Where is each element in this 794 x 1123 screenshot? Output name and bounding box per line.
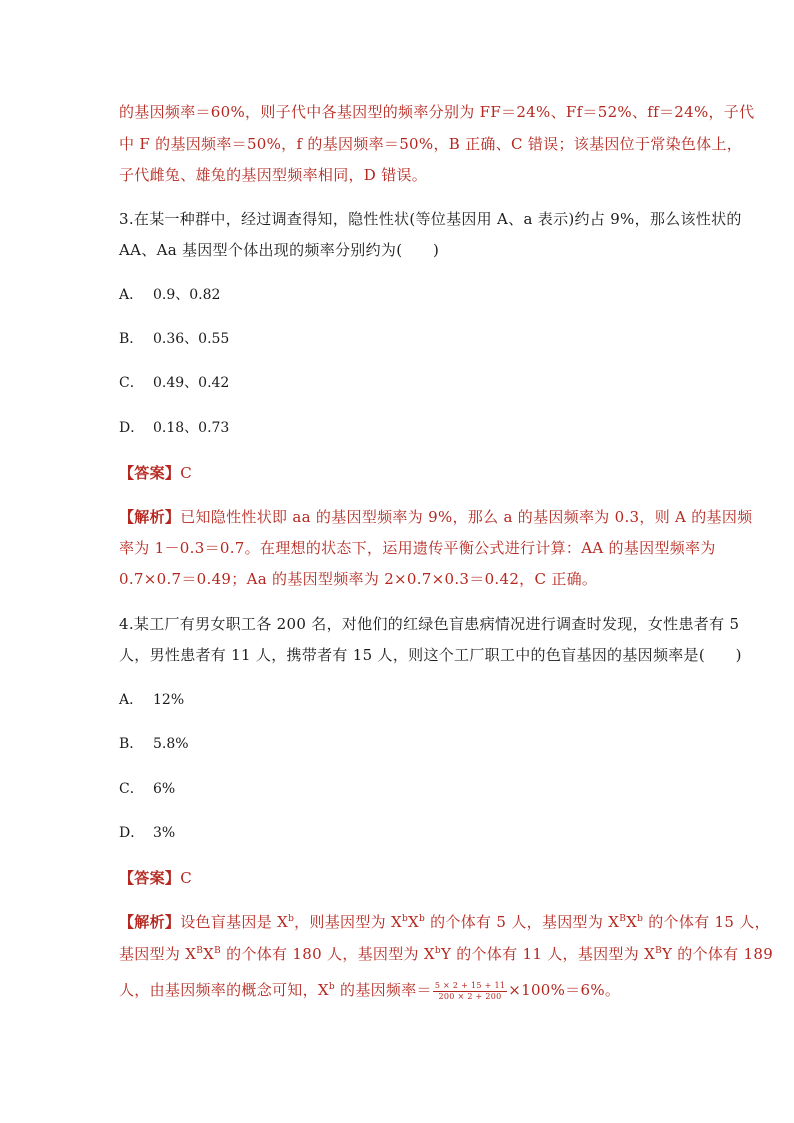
q4-analysis-line-2	[119, 944, 774, 964]
superscript: b	[434, 946, 441, 956]
option-text: 3%	[153, 825, 176, 841]
q4-option-c	[119, 779, 175, 799]
q4-analysis-line-1	[119, 912, 770, 932]
prev-analysis-line-1: 的基因频率＝60%，则子代中各基因型的频率分别为 FF＝24%、Ff＝52%、ff＝24%，子代	[119, 103, 755, 121]
option-label: D．	[119, 420, 145, 436]
superscript: b	[401, 914, 409, 924]
analysis-text: 的基因频率＝	[334, 981, 432, 999]
option-label: A．	[119, 287, 144, 303]
superscript: B	[655, 946, 663, 956]
option-text: 12%	[153, 692, 185, 708]
q3-analysis-line-2: 率为 1－0.3＝0.7。在理想的状态下，运用遗传平衡公式进行计算：AA 的基因型频率为	[119, 539, 716, 557]
analysis-text: 的个体有 5 人，基因型为 X	[425, 913, 620, 931]
option-text: 0.36、0.55	[153, 331, 230, 347]
question-4-line-2: 人，男性患者有 11 人，携带者有 15 人，则这个工厂职工中的色盲基因的基因频率是( )	[119, 646, 742, 664]
superscript: b	[419, 914, 426, 924]
q3-analysis-line-1	[119, 507, 753, 527]
q3-analysis-line-3: 0.7×0.7＝0.49；Aa 的基因型频率为 2×0.7×0.3＝0.42，C 正确。	[119, 570, 598, 588]
option-label: B．	[119, 736, 144, 752]
option-label: A．	[119, 692, 144, 708]
fraction-numerator: 5 × 2 + 15 + 11	[434, 980, 506, 990]
q4-option-a	[119, 690, 184, 710]
answer-value: C	[180, 869, 192, 887]
option-label: B．	[119, 331, 144, 347]
question-4-line-1: 4.某工厂有男女职工各 200 名，对他们的红绿色盲患病情况进行调查时发现，女性患者有 5	[119, 615, 740, 633]
analysis-text: Y 的个体有 189	[662, 945, 774, 963]
superscript: b	[637, 914, 644, 924]
fraction-denominator: 200 × 2 + 200	[438, 991, 502, 1001]
q3-option-d	[119, 418, 229, 438]
option-text: 0.49、0.42	[153, 375, 230, 391]
q3-option-c	[119, 373, 229, 393]
analysis-tag: 【解析】	[119, 913, 181, 931]
question-3-line-2: AA、Aa 基因型个体出现的频率分别约为( )	[119, 241, 440, 259]
q3-option-a	[119, 285, 220, 305]
analysis-text: ，则基因型为 X	[294, 913, 402, 931]
answer-value: C	[180, 464, 192, 482]
analysis-text: 基因型为 X	[119, 945, 197, 963]
analysis-text: 人，由基因频率的概念可知，X	[119, 981, 329, 999]
q4-option-b	[119, 734, 189, 754]
superscript: B	[619, 914, 627, 924]
option-text: 0.9、0.82	[153, 287, 221, 303]
analysis-text: 的个体有 15 人，	[643, 913, 770, 931]
answer-tag: 【答案】	[119, 869, 181, 887]
option-text: 5.8%	[153, 736, 189, 752]
option-label: C．	[119, 781, 144, 797]
analysis-tag: 【解析】	[119, 508, 181, 526]
superscript: B	[214, 946, 222, 956]
analysis-text: ×100%＝6%。	[508, 981, 621, 999]
prev-analysis-line-3: 子代雌兔、雄兔的基因型频率相同，D 错误。	[119, 166, 428, 184]
analysis-text: Y 的个体有 11 人，基因型为 X	[440, 945, 656, 963]
analysis-text: X	[626, 913, 638, 931]
option-text: 6%	[153, 781, 176, 797]
superscript: b	[288, 914, 295, 924]
q4-analysis-line-3	[119, 980, 679, 1002]
question-3-line-1: 3.在某一种群中，经过调查得知，隐性性状(等位基因用 A、a 表示)约占 9%，那么该性状的	[119, 210, 742, 228]
superscript: b	[328, 982, 335, 992]
prev-analysis-line-2: 中 F 的基因频率＝50%，f 的基因频率＝50%，B 正确、C 错误；该基因位于常染色体上，	[119, 135, 743, 153]
q3-option-b	[119, 329, 229, 349]
analysis-text: X	[203, 945, 215, 963]
q4-answer	[119, 868, 679, 888]
fraction	[433, 981, 507, 1002]
q3-answer	[119, 463, 679, 483]
analysis-text: 的个体有 180 人，基因型为 X	[221, 945, 435, 963]
option-label: D．	[119, 825, 145, 841]
answer-tag: 【答案】	[119, 464, 181, 482]
analysis-text: 已知隐性性状即 aa 的基因型频率为 9%，那么 a 的基因频率为 0.3，则 A 的基因频	[180, 508, 753, 526]
option-text: 0.18、0.73	[153, 420, 230, 436]
q4-option-d	[119, 823, 175, 843]
superscript: B	[196, 946, 204, 956]
analysis-text: X	[408, 913, 420, 931]
option-label: C．	[119, 375, 144, 391]
analysis-text: 设色盲基因是 X	[180, 913, 289, 931]
